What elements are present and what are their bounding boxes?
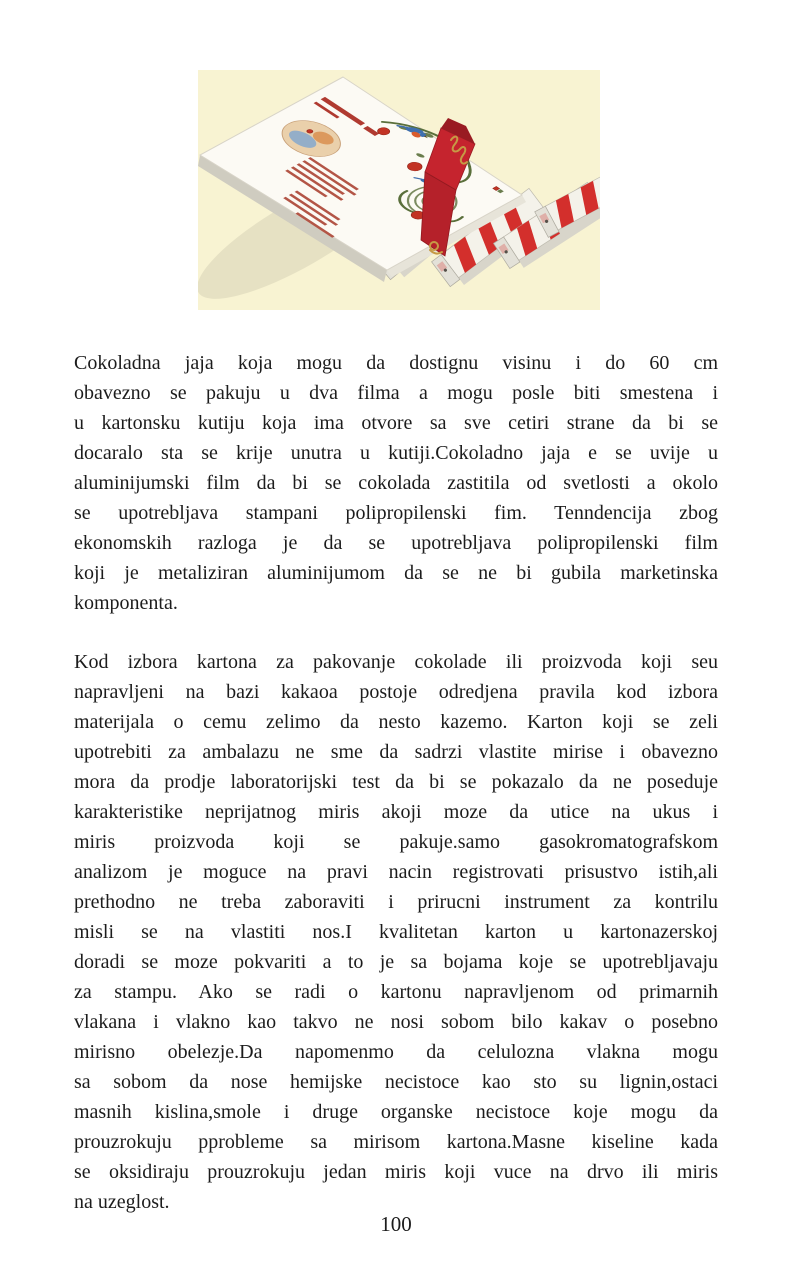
text-line: karakteristike neprijatnog miris akoji moze da utice na ukus i [74, 801, 718, 823]
text-line: mora da prodje laboratorijski test da bi se pokazalo da ne poseduje [74, 771, 718, 793]
text-line: aluminijumski film da bi se cokolada zastitila od svetlosti a okolo [74, 472, 718, 494]
product-photo [198, 70, 600, 310]
paragraph-2 [74, 647, 718, 1217]
text-line: prethodno ne treba zaboraviti i prirucni instrument za kontrilu [74, 891, 718, 913]
text-line: masnih kislina,smole i druge organske necistoce koje mogu da [74, 1101, 718, 1123]
text-line: misli se na vlastiti nos.I kvalitetan karton u kartonazerskoj [74, 921, 718, 943]
text-line: miris proizvoda koji se pakuje.samo gasokromatografskom [74, 831, 718, 853]
text-line: materijala o cemu zelimo da nesto kazemo. Karton koji se zeli [74, 711, 718, 733]
text-line: docaralo sta se krije unutra u kutiji.Cokoladno jaja e se uvije u [74, 442, 718, 464]
text-line: mirisno obelezje.Da napomenmo da celulozna vlakna mogu [74, 1041, 718, 1063]
text-line: analizom je moguce na pravi nacin registrovati prisustvo istih,ali [74, 861, 718, 883]
paragraph-1 [74, 348, 718, 618]
text-line: upotrebiti za ambalazu ne sme da sadrzi vlastite mirise i obavezno [74, 741, 718, 763]
text-line: u kartonsku kutiju koja ima otvore sa sve cetiri strane da bi se [74, 412, 718, 434]
text-line: komponenta. [74, 592, 178, 614]
text-line: Kod izbora kartona za pakovanje cokolade ili proizvoda koji seu [74, 651, 718, 673]
text-line: koji je metaliziran aluminijumom da se ne bi gubila marketinska [74, 562, 718, 584]
text-line: za stampu. Ako se radi o kartonu napravljenom od primarnih [74, 981, 718, 1003]
text-line: se oksidiraju prouzrokuju jedan miris koji vuce na drvo ili miris [74, 1161, 718, 1183]
text-line: napravljeni na bazi kakaoa postoje odredjena pravila kod izbora [74, 681, 718, 703]
text-line: vlakana i vlakno kao takvo ne nosi sobom bilo kakav o posebno [74, 1011, 718, 1033]
page-number: 100 [380, 1212, 412, 1236]
chocolate-box-illustration [198, 70, 600, 310]
text-line: doradi se moze pokvariti a to je sa bojama koje se upotrebljavaju [74, 951, 718, 973]
text-line: sa sobom da nose hemijske necistoce kao sto su lignin,ostaci [74, 1071, 718, 1093]
text-line: Cokoladna jaja koja mogu da dostignu visinu i do 60 cm [74, 352, 718, 374]
text-line: ekonomskih razloga je da se upotrebljava polipropilenski film [74, 532, 718, 554]
text-line: na uzeglost. [74, 1191, 170, 1213]
text-line: se upotrebljava stampani polipropilenski fim. Tenndencija zbog [74, 502, 718, 524]
text-line: prouzrokuju pprobleme sa mirisom kartona.Masne kiseline kada [74, 1131, 718, 1153]
text-line: obavezno se pakuju u dva filma a mogu posle biti smestena i [74, 382, 718, 404]
